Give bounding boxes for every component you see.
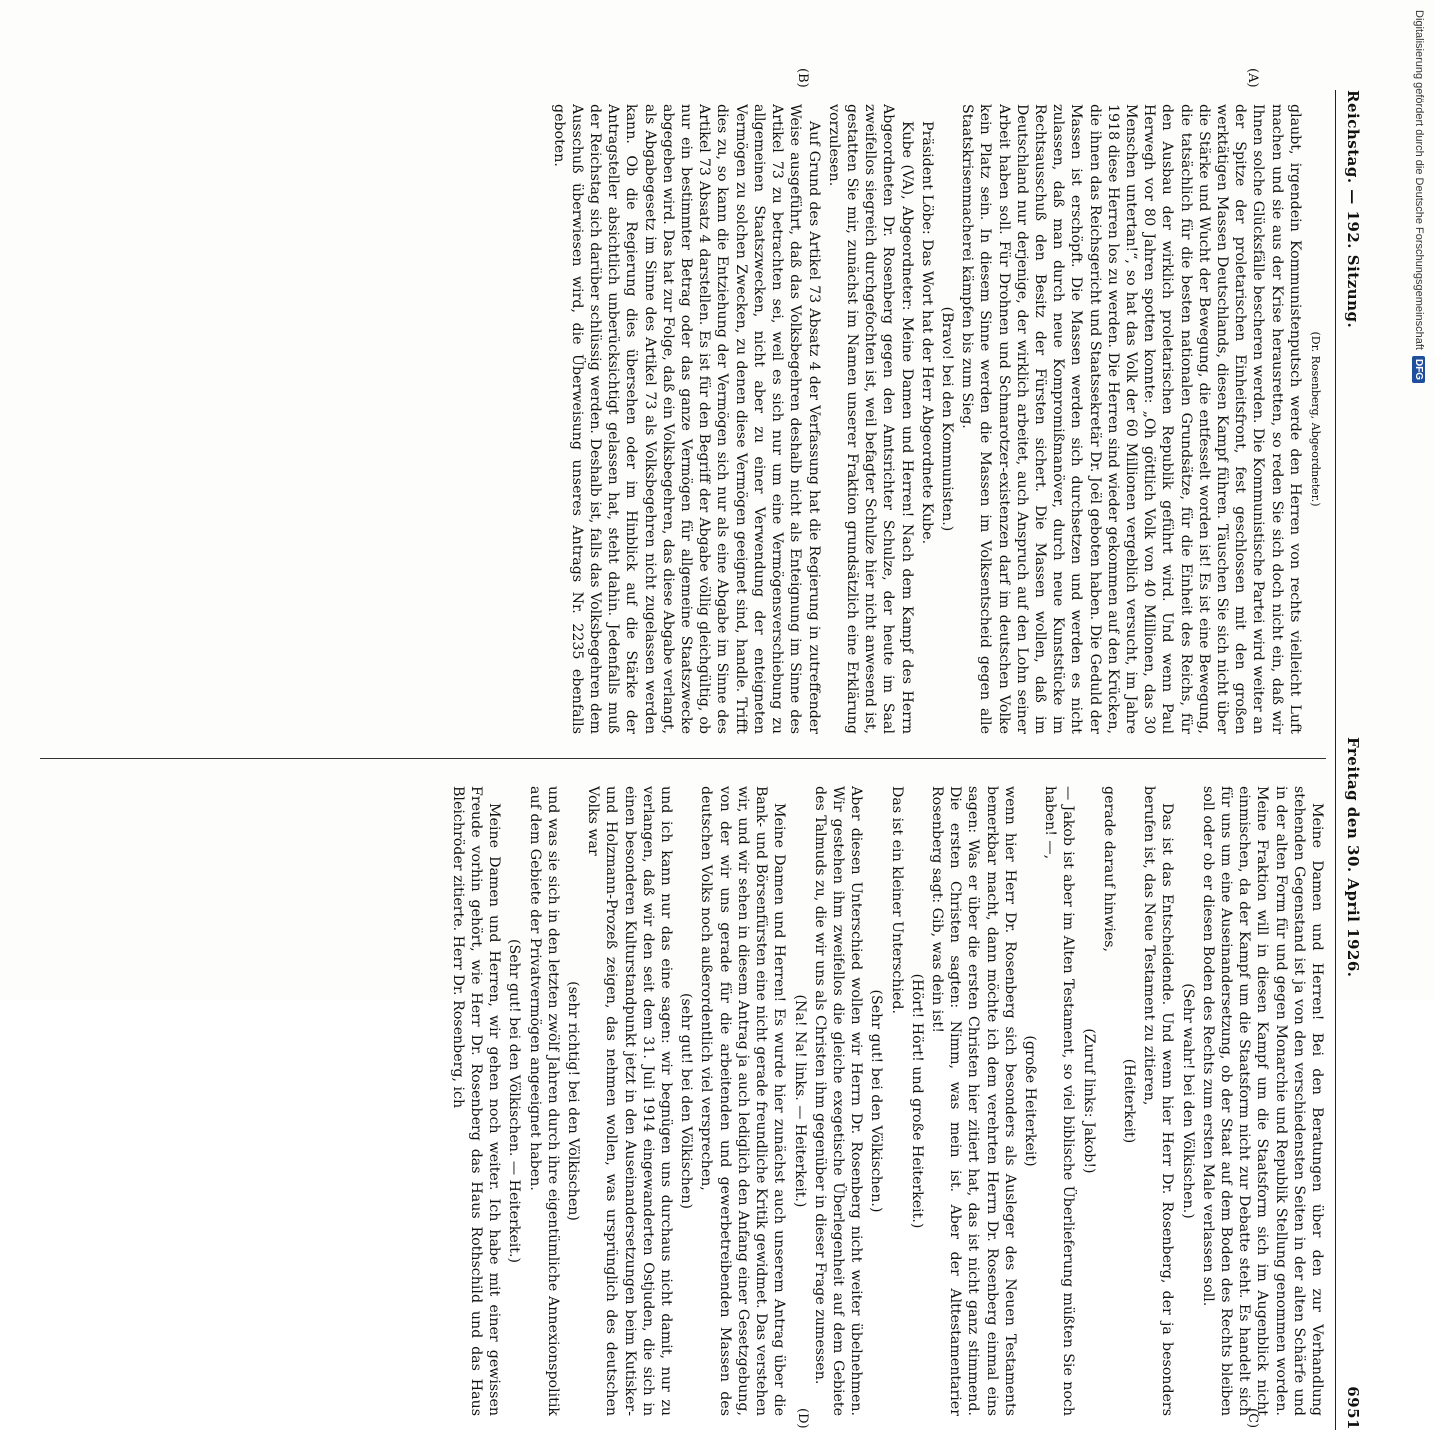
header-date: Freitag den 30. April 1926. [1344,737,1362,978]
interjection-note: (Na! Na! links. — Heiterkeit.) [791,994,808,1208]
left-paragraph: glaubt, irgendein Kommunistenputsch werde den Herren von rechts vielleicht Luft machen und sie aus der Krise herausretten, so reden Sie sich doch nicht ein, daß wir Ihnen solche Glücksfälle bescheren werden. Die Kommunistische Partei wird weiter an der Spitze der proletarischen Einheitsfront, fest geschlossen mit den großen werktätigen Massen Deutschlands, diesen Kampf führen. Täuschen Sie sich nicht über die Stärke und Wucht der Bewegung, die entfesselt worden ist! Es ist eine Bewegung, die tatsächlich für die besten nationalen Grundsätze, für die Einheit des Reichs, für den Ausbau der wirklich proletarischen Republik geführt wird. Und wenn Paul Herwegh vor 80 Jahren spotten konnte: „Oh göttlich Volk von 40 Millionen, das 30 Menschen untertan!“, so hat das Volk der 60 Millionen vergeblich versucht, im Jahre 1918 diese Herren los zu werden. Die Herren sind wieder gekommen auf den Krücken, die ihnen das Reichsgericht und Staatssekretär Dr. Joël geboten haben. Die Geduld der Massen ist erschöpft. Die Massen werden sich durchsetzen und werden es nicht zulassen, daß man durch neue Kompromißmanöver, durch neue Kunststücke im Rechtsausschuß den Besitz der Fürsten sichert. Die Massen wollen, daß im Deutschland nur derjenige, der wirklich arbeitet, auch Anspruch auf den Lohn seiner Arbeit haben soll. Für Drohnen und Schmarotzer-existenzen darf im deutschen Volke kein Platz sein. In diesem Sinne werden die Massen im Volksentscheid gegen alle Staatskrisenmacherei kämpfen bis zum Sieg. [959,104,1303,734]
page-header [1336,90,1370,1430]
applause-note: (Bravo! bei den Kommunisten.) [938,306,955,532]
margin-marker-c: (C) [1245,1408,1260,1429]
interjection-note: (Heiterkeit) [1120,1058,1137,1144]
margin-marker-d: (D) [795,1408,810,1429]
right-column [40,786,1326,1416]
kube-paragraph: Kube (VA), Abgeordneter: Meine Damen und Herren! Nach dem Kampf des Herrn Abgeordneten Dr. Rosenberg gegen den Amtsrichter Schulze, der heute im Saal zweifellos siegreich durchgefochten ist, weil befagter Schulze hier nicht anwesend ist, gestatten Sie mir, zunächst im Namen unserer Fraktion grundsätzlich eine Erklärung vorzulesen. [825,104,915,734]
speaker-reference: (Dr. Rosenberg, Abgeordneter.) [1309,331,1322,507]
interjection-note: (Sehr gut! bei den Völkischen. — Heiterkeit.) [506,938,523,1264]
margin-marker-b: (B) [795,68,810,88]
right-paragraph: Meine Damen und Herren! Es wurde hier zunächst auch unserem Antrag über die Bank- und Börsenfürsten eine nicht gerade freundliche Kritik gewidmet. Das verstehen wir, und wir sehen in diesem Antrag ja auch lediglich den Anfang einer Gesetzgebung, von der wir uns gerade für die arbeitenden und gewerbetreibenden Massen des deutschen Volks noch außerordentlich viel versprechen, [698,786,788,1416]
margin-marker-a: (A) [1245,68,1260,88]
right-paragraph: Meine Damen und Herren, wir gehen noch weiter. Ich habe mit einer gewissen Freude vorhin gehört, wie Herr Dr. Rosenberg das Haus Rothschild und das Haus Bleichröder zitierte. Herr Dr. Rosenberg, ich [449,786,503,1416]
right-paragraph: Aber diesen Unterschied wollen wir Herrn Dr. Rosenberg nicht weiter übelnehmen. Wir gestehen ihm zweifellos die gleiche exegetische Überlegenheit auf dem Gebiete des Talmuds zu, die wir uns als Christen ihm gegenüber in dieser Frage zumessen. [811,786,865,1416]
right-paragraph: wenn hier Herr Dr. Rosenberg sich besonders als Ausleger des Neuen Testaments bemerkbar macht, dann möchte ich dem verehrten Herrn Dr. Rosenberg einmal eins sagen: Was er über die ersten Christen hier zitiert hat, das ist nicht ganz stimmend. Die ersten Christen sagten: Nimm, was mein ist. Aber der Alttestamentarier Rosenberg sagt: Gib, was dein ist! [928,786,1018,1416]
president-statement: Präsident Löbe: Das Wort hat der Herr Abgeordnete Kube. [918,121,935,545]
header-rule [1335,90,1336,1430]
kube-paragraph: Auf Grund des Artikel 73 Absatz 4 der Verfassung hat die Regierung in zutreffender Weise ausgeführt, daß das Volksbegehren deshalb nicht als Enteignung im Sinne des Artikel 73 zu betrachten sei, weil es sich nur um eine Vermögensverschiebung zu allgemeinen Staatszwecken, nicht aber zu einer Verwendung der enteigneten Vermögen zu solchen Zwecken, zu denen diese Vermögen geeignet sind, handle. Trifft dies zu, so kann die Entziehung der Vermögen sich nur als eine Abgabe im Sinne des Artikel 73 Absatz 4 darstellen. Es ist für den Begriff der Abgabe völlig gleichgültig, ob nur ein bestimmter Betrag oder das ganze Vermögen für allgemeine Staatszwecke abgegeben wird. Das hat zur Folge, daß ein Volksbegehren, das diese Abgabe verlangt, als Abgabegesetz im Sinne des Artikel 73 als Volksbegehren nicht zugelassen werden kann. Ob die Regierung dies übersehen oder im Hinblick auf die Stärke der Antragsteller absichtlich unberücksichtigt gelassen hat, steht dahin. Jedenfalls muß der Reichstag sich darüber schlüssig werden. Deshalb ist, falls das Volksbegehren dem Ausschuß überwiesen wird, die Überweisung unseres Antrags Nr. 2235 ebenfalls geboten. [550,104,822,734]
interjection-note: (sehr gut! bei den Völkischen) [678,992,695,1209]
right-paragraph: gerade darauf hinwies, [1100,786,1117,953]
right-paragraph: Das ist ein kleiner Unterschied. [888,786,905,1014]
right-paragraph: und was sie sich in den letzten zwölf Jahren durch ihre eigentümliche Annexionspolitik auf dem Gebiete der Privatvermögen angeeignet haben. [526,786,561,1416]
header-left: Reichstag. — 192. Sitzung. [1344,90,1362,329]
dfg-note-text: Digitalisierung gefördert durch die Deutsche Forschungsgemeinschaft [1413,10,1425,350]
interjection-note: (Hört! Hört! und große Heiterkeit.) [908,973,925,1229]
left-column [40,104,1326,734]
interjection-note: (Sehr wahr! bei den Völkischen.) [1179,983,1196,1219]
right-paragraph: Das ist das Entscheidende. Und wenn hier Herr Dr. Rosenberg, der ja besonders berufen ist, das Neue Testament zu zitieren, [1141,786,1176,1416]
right-paragraph: — Jakob ist aber im Alten Testament, so viel biblische Überlieferung müßten Sie noch haben! —, [1042,786,1077,1416]
column-separator [40,758,1326,759]
right-paragraph: Meine Damen und Herren! Bei den Beratungen über den zur Verhandlung stehenden Gegenstand ist ja von den verschiedensten Seiten in der alten Schärfe und in der alten Form für und gegen Monarchie und Republik Stellung genommen worden. Meine Fraktion will in diesen Kampf um die Staatsform sich im Augenblick nicht einmischen, da der Kampf um die Staatsform nicht zur Debatte steht. Es handelt sich für uns um eine Auseinandersetzung, ob der Staat auf dem Boden des Rechts bleiben soll oder ob er diesen Boden des Rechts zum ersten Male verlassen soll. [1199,786,1325,1416]
interjection-note: (sehr richtig! bei den Völkischen) [565,981,582,1221]
page-number: 6951 [1344,1386,1362,1430]
dfg-side-note [1408,10,1430,990]
page-content-rotated [30,68,1370,1430]
interjection-note: (große Heiterkeit) [1021,1035,1038,1167]
interjection-note: (Zuruf links: Jakob!) [1080,1028,1097,1174]
dfg-logo: DFG [1413,356,1426,383]
right-paragraph: und ich kann nur das eine sagen: wir begnügen uns durchaus nicht damit, nur zu verlangen, daß wir den seit dem 31. Juli 1914 eingewanderten Ostjuden, die sich in einen besonderen Kulturstandpunkt jetzt in den Auseinandersetzungen beim Kutisker- und Holzmann-Prozeß zeigen, das nehmen wollen, was ursprünglich des deutschen Volks war [585,786,675,1416]
interjection-note: (Sehr gut! bei den Völkischen.) [868,989,885,1213]
